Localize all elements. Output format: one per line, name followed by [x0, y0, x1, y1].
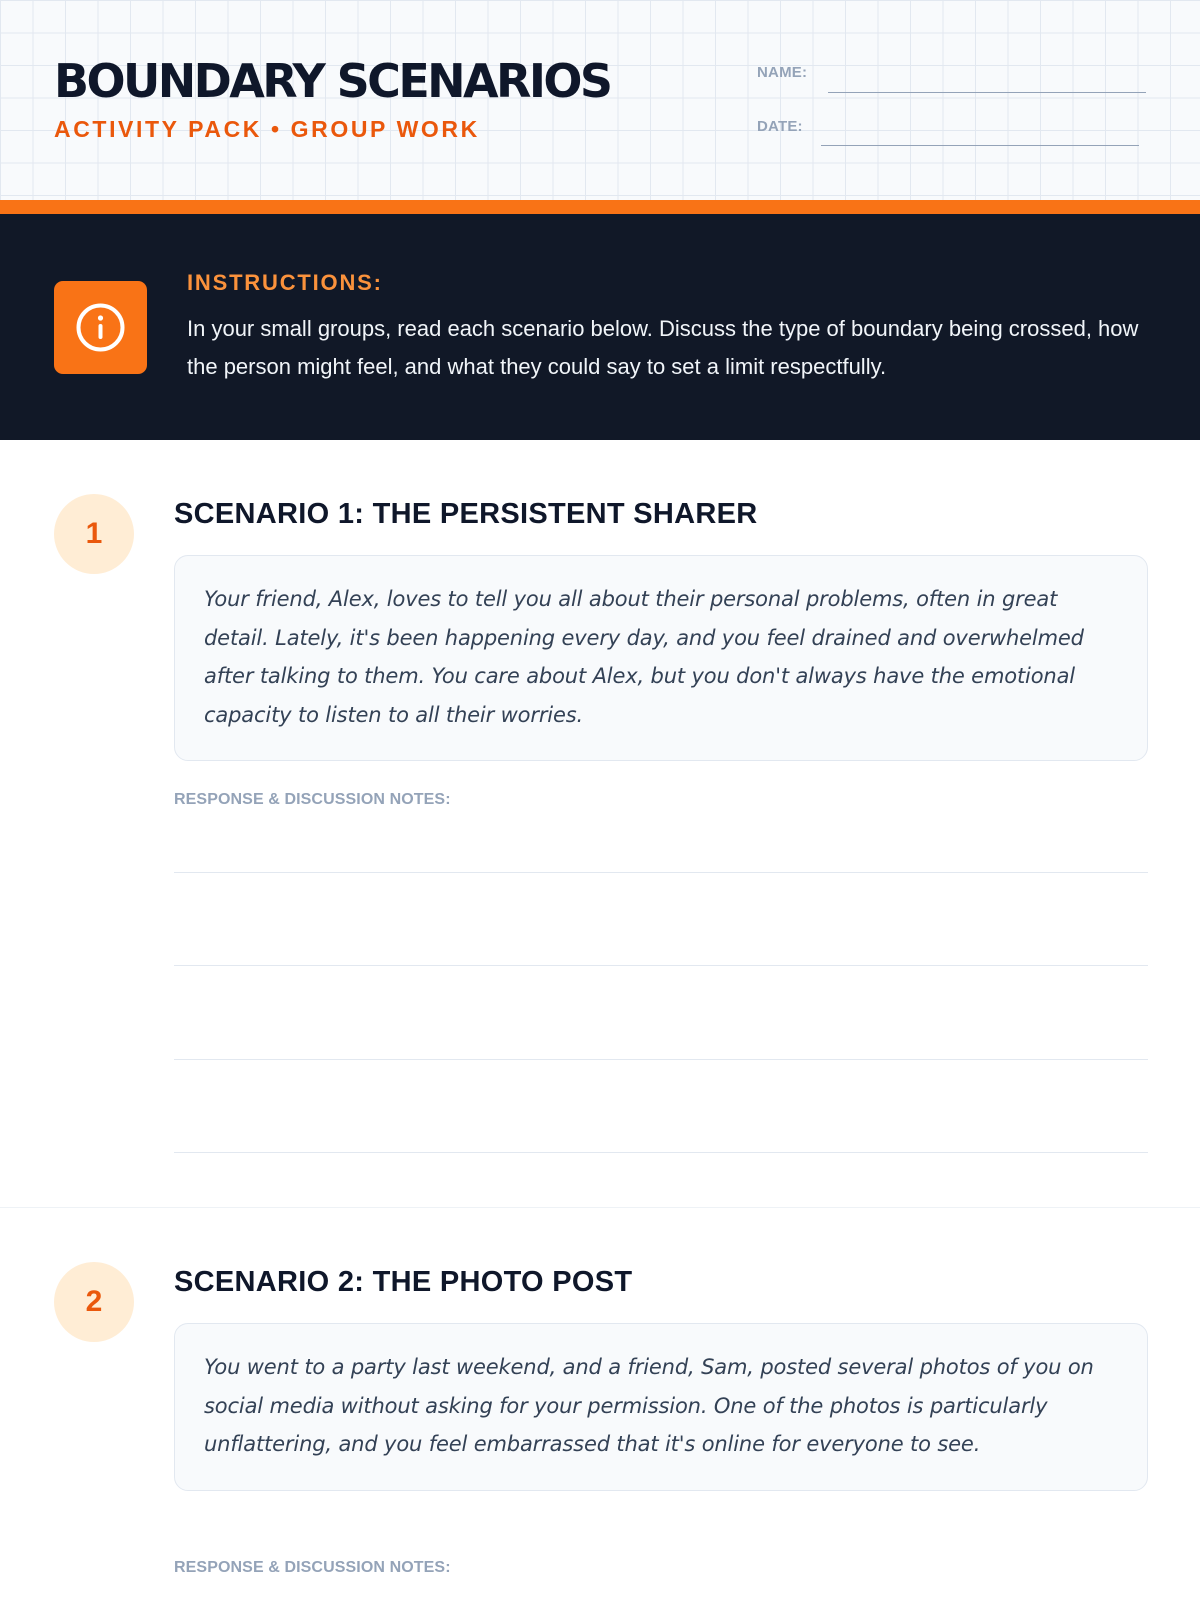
- accent-divider: [0, 200, 1200, 214]
- info-icon: [54, 281, 147, 374]
- scenario-number-badge: 2: [54, 1262, 134, 1342]
- scenario-title: SCENARIO 1: THE PERSISTENT SHARER: [174, 498, 758, 530]
- scenario-description-box: [174, 555, 1148, 761]
- notes-line[interactable]: [174, 1152, 1148, 1153]
- page-title: BOUNDARY SCENARIOS: [54, 54, 611, 108]
- name-field[interactable]: [828, 92, 1146, 93]
- notes-label: RESPONSE & DISCUSSION NOTES:: [174, 1559, 451, 1576]
- instructions-title: INSTRUCTIONS:: [187, 270, 383, 295]
- notes-line[interactable]: [174, 1059, 1148, 1060]
- scenario-description: You went to a party last weekend, and a friend, Sam, posted several photos of you on social media without asking for your permission. One of the photos is particularly unflattering, and you feel embarrassed that it's online for everyone to see.: [204, 1355, 1094, 1456]
- instructions-banner: [0, 214, 1200, 440]
- notes-label: RESPONSE & DISCUSSION NOTES:: [174, 791, 451, 808]
- instructions-text: In your small groups, read each scenario below. Discuss the type of boundary being crossed, how the person might feel, and what they could say to set a limit respectfully.: [187, 316, 1139, 379]
- date-label: DATE:: [757, 118, 803, 135]
- scenario-number-badge: 1: [54, 494, 134, 574]
- scenario-description-box: [174, 1323, 1148, 1491]
- scenario-description: Your friend, Alex, loves to tell you all about their personal problems, often in great detail. Lately, it's been happening every day, and you feel drained and overwhelmed after talking to them. You care about Alex, but you don't always have the emotional capacity to listen to all their worries.: [204, 587, 1084, 727]
- notes-line[interactable]: [174, 965, 1148, 966]
- section-divider: [0, 1207, 1200, 1208]
- name-label: NAME:: [757, 64, 808, 81]
- scenario-title: SCENARIO 2: THE PHOTO POST: [174, 1266, 633, 1298]
- page-subtitle: ACTIVITY PACK • GROUP WORK: [54, 116, 480, 142]
- worksheet-header: [0, 0, 1200, 200]
- notes-line[interactable]: [174, 872, 1148, 873]
- date-field[interactable]: [821, 145, 1139, 146]
